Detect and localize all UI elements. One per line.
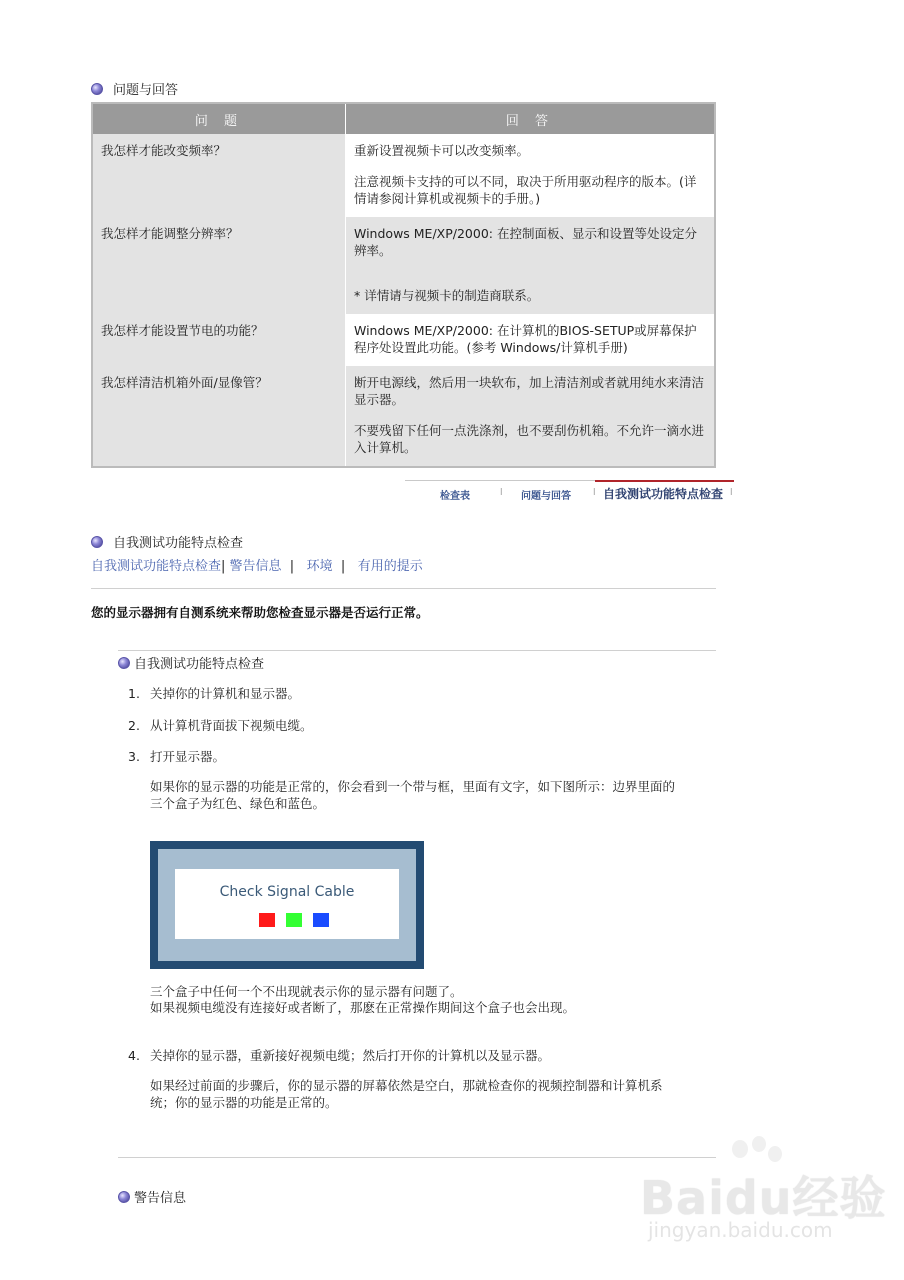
answer-text: 断开电源线，然后用一块软布，加上清洁剂或者就用纯水来清洁显示器。 bbox=[354, 375, 705, 407]
answer-text: 不要残留下任何一点洗涤剂，也不要刮伤机箱。不允许一滴水进入计算机。 bbox=[354, 423, 705, 455]
selftest-subheader bbox=[118, 653, 264, 672]
tab-separator: l bbox=[593, 488, 596, 498]
selftest-intro: 您的显示器拥有自测系统来帮助您检查显示器是否运行正常。 bbox=[91, 605, 429, 620]
paw-icon bbox=[732, 1140, 748, 1158]
tab-faq[interactable]: 问题与回答 bbox=[521, 491, 571, 502]
selftest-links: 自我测试功能特点检查| 警告信息 | 环境 | 有用的提示 bbox=[91, 559, 423, 574]
question-cell: 我怎样才能调整分辨率？ bbox=[93, 217, 346, 314]
tab-divider-line bbox=[405, 480, 595, 481]
signal-panel bbox=[175, 869, 399, 939]
question-cell: 我怎样清洁机箱外面/显像管？ bbox=[93, 366, 346, 466]
signal-message: Check Signal Cable bbox=[219, 884, 355, 900]
step-4-note: 如果经过前面的步骤后，你的显示器的屏幕依然是空白，那就检查你的视频控制器和计算机系统；你的显示器的功能是正常的。 bbox=[150, 1078, 663, 1110]
bullet-icon bbox=[118, 1191, 130, 1203]
step-4: 4. 关掉你的显示器，重新接好视频电缆；然后打开你的计算机以及显示器。 bbox=[128, 1048, 551, 1063]
table-row bbox=[93, 217, 714, 314]
selftest-section-header bbox=[91, 532, 243, 551]
step-text: 从计算机背面拔下视频电缆。 bbox=[150, 718, 313, 733]
after-image-line-1: 三个盒子中任何一个不出现就表示你的显示器有问题了。 bbox=[150, 984, 463, 999]
faq-section-header bbox=[91, 79, 178, 98]
answer-cell bbox=[346, 314, 714, 366]
faq-table bbox=[91, 102, 716, 468]
step-text: 打开显示器。 bbox=[150, 749, 226, 764]
faq-section-title: 问题与回答 bbox=[113, 83, 179, 98]
question-header: 问 题 bbox=[93, 104, 346, 134]
watermark-logo: Baidu经验 bbox=[640, 1171, 887, 1225]
answer-text: 重新设置视频卡可以改变频率。 bbox=[354, 143, 530, 158]
divider bbox=[118, 650, 716, 651]
table-row bbox=[93, 134, 714, 217]
question-cell: 我怎样才能设置节电的功能？ bbox=[93, 314, 346, 366]
answer-cell bbox=[346, 366, 714, 466]
tab-selftest[interactable]: 自我测试功能特点检查 bbox=[603, 487, 724, 501]
tab-separator: l bbox=[500, 488, 503, 498]
baidu-watermark bbox=[640, 1140, 900, 1250]
link-warnings[interactable]: 警告信息 bbox=[229, 559, 282, 574]
green-test-box bbox=[286, 913, 302, 927]
answer-cell bbox=[346, 134, 714, 217]
tab-checklist[interactable]: 检查表 bbox=[440, 491, 470, 502]
question-cell: 我怎样才能改变频率？ bbox=[93, 134, 346, 217]
answer-cell bbox=[346, 217, 714, 314]
warning-title: 警告信息 bbox=[134, 1191, 187, 1206]
answer-text: Windows ME/XP/2000: 在计算机的BIOS-SETUP或屏幕保护程序处设置此功能。(参考 Windows/计算机手册) bbox=[354, 323, 697, 355]
watermark-url: jingyan.baidu.com bbox=[648, 1218, 833, 1242]
answer-text: * 详情请与视频卡的制造商联系。 bbox=[354, 288, 540, 303]
active-tab-underline bbox=[595, 480, 734, 482]
blue-test-box bbox=[313, 913, 329, 927]
check-signal-cable-image bbox=[150, 841, 424, 969]
link-selftest[interactable]: 自我测试功能特点检查 bbox=[91, 559, 222, 574]
selftest-subtitle: 自我测试功能特点检查 bbox=[134, 657, 265, 672]
step-1: 1. 关掉你的计算机和显示器。 bbox=[128, 686, 301, 701]
answer-text: Windows ME/XP/2000: 在控制面板、显示和设置等处设定分辨率。 bbox=[354, 226, 697, 258]
after-image-line-2: 如果视频电缆没有连接好或者断了，那麽在正常操作期间这个盒子也会出现。 bbox=[150, 1000, 576, 1015]
bullet-icon bbox=[91, 83, 103, 95]
tab-separator: l bbox=[730, 488, 733, 498]
step-text: 关掉你的计算机和显示器。 bbox=[150, 686, 301, 701]
paw-icon bbox=[768, 1146, 782, 1162]
answer-header: 回 答 bbox=[346, 104, 714, 134]
divider bbox=[118, 1157, 716, 1158]
link-tips[interactable]: 有用的提示 bbox=[357, 559, 423, 574]
table-row bbox=[93, 314, 714, 366]
link-environment[interactable]: 环境 bbox=[306, 559, 333, 574]
faq-header-row bbox=[93, 104, 714, 134]
paw-icon bbox=[752, 1136, 766, 1152]
bullet-icon bbox=[91, 536, 103, 548]
bullet-icon bbox=[118, 657, 130, 669]
step-text: 关掉你的显示器，重新接好视频电缆；然后打开你的计算机以及显示器。 bbox=[150, 1048, 551, 1063]
step-3: 3. 打开显示器。 bbox=[128, 749, 226, 764]
section-tab-bar bbox=[405, 480, 734, 506]
signal-frame bbox=[158, 849, 416, 961]
answer-text: 注意视频卡支持的可以不同，取决于所用驱动程序的版本。(详情请参阅计算机或视频卡的手册。) bbox=[354, 174, 697, 206]
warning-subheader bbox=[118, 1187, 186, 1206]
table-row bbox=[93, 366, 714, 466]
step-2: 2. 从计算机背面拔下视频电缆。 bbox=[128, 718, 313, 733]
step-3-note: 如果你的显示器的功能是正常的，你会看到一个带与框，里面有文字，如下图所示：边界里面的三个盒子为红色、绿色和蓝色。 bbox=[150, 779, 676, 811]
selftest-section-title: 自我测试功能特点检查 bbox=[113, 536, 244, 551]
red-test-box bbox=[259, 913, 275, 927]
divider bbox=[91, 588, 716, 589]
